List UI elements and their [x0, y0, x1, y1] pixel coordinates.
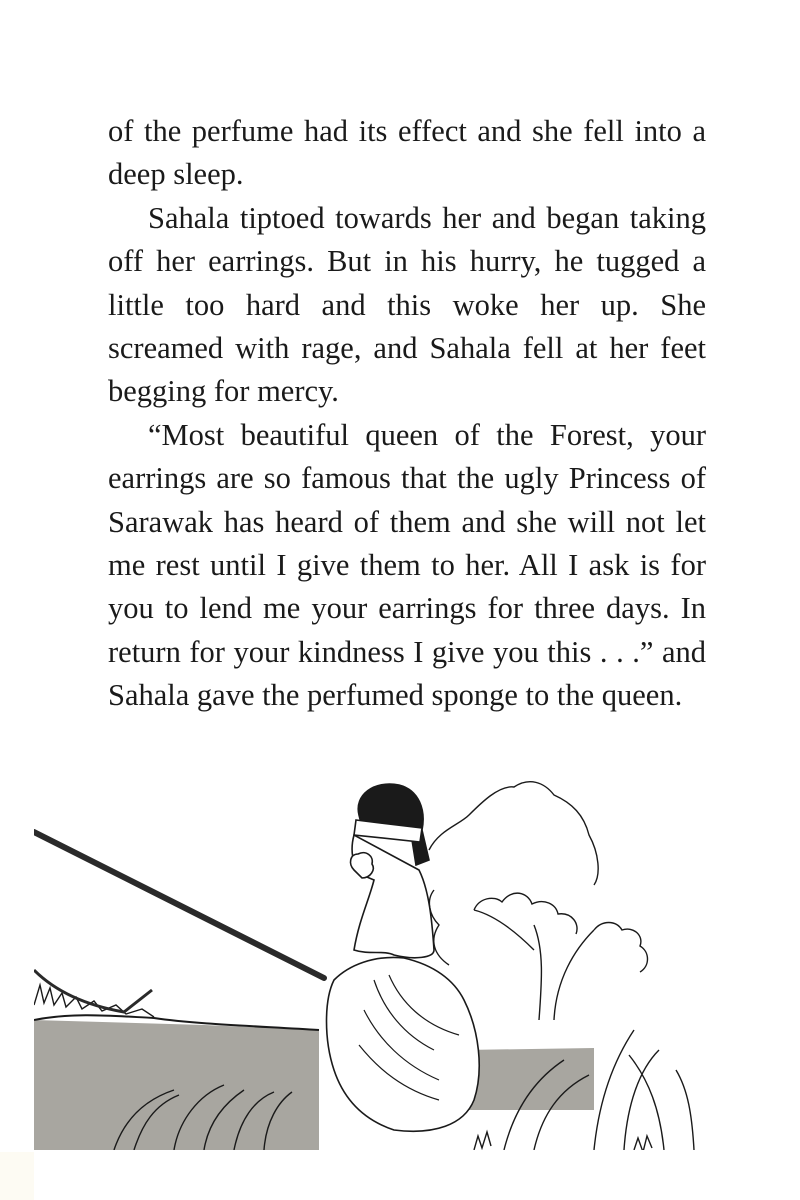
paragraph-3: “Most beautiful queen of the Forest, your earrings are so famous that the ugly Princess of Sarawak has heard of them and she will not let me rest until I give them to her. All I ask is for you to lend me your earrings for three days. In return for your kindness I give you this . . .” and Sahala gave the perfumed sponge to the queen. — [108, 417, 706, 713]
kneeling-man — [327, 784, 480, 1131]
story-text — [108, 110, 706, 718]
pole — [34, 832, 324, 978]
page-edge — [0, 1152, 34, 1200]
sarong — [327, 957, 480, 1131]
story-illustration — [34, 780, 714, 1150]
river-water — [34, 1020, 319, 1150]
tree-outline — [429, 782, 648, 1020]
paragraph-1: of the perfume had its effect and she fell into a deep sleep. — [108, 114, 706, 192]
paragraph-2: Sahala tiptoed towards her and began taking off her earrings. But in his hurry, he tugged a little too hard and this woke her up. She screamed with rage, and Sahala fell at her feet begging for mercy. — [108, 200, 706, 409]
hands — [351, 853, 374, 878]
